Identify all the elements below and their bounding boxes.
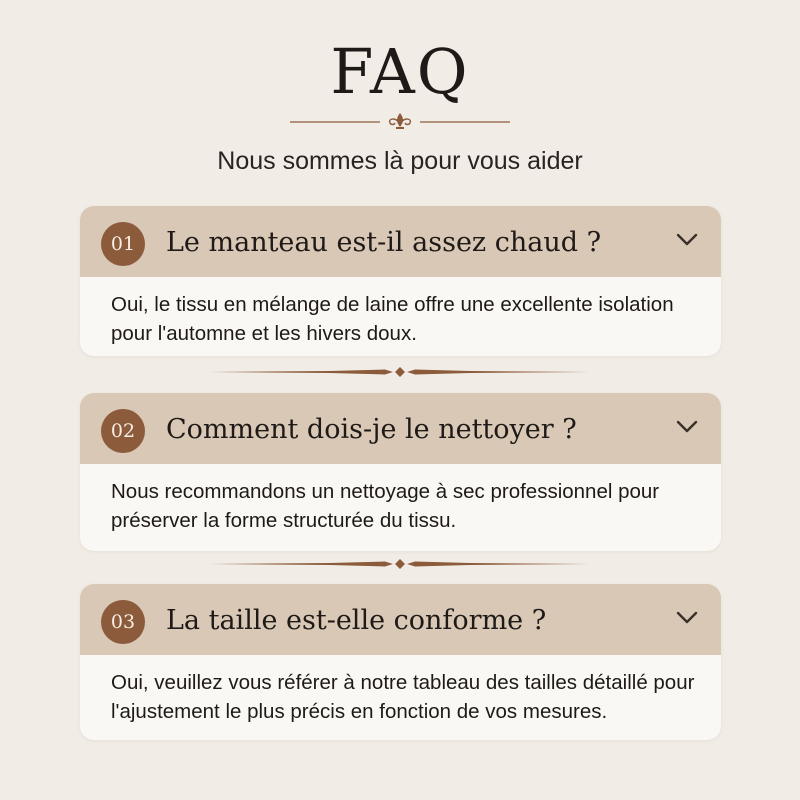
page-title: FAQ [330, 35, 470, 108]
faq-answer-text: Nous recommandons un nettoyage à sec professionnel pour préserver la forme structurée du tissu. [111, 480, 660, 532]
faq-item-3 [80, 584, 721, 740]
faq-question-3-toggle[interactable] [80, 584, 721, 655]
faq-answer-text: Oui, veuillez vous référer à notre tableau des tailles détaillé pour l'ajustement le plus précis en fonction de vos mesures. [111, 671, 695, 723]
chevron-down-icon[interactable] [675, 610, 699, 626]
fleur-divider-icon [280, 110, 520, 134]
faq-number-badge: 02 [101, 409, 145, 453]
faq-question-text: La taille est-elle conforme ? [166, 605, 547, 636]
diamond-divider-icon [210, 365, 590, 379]
diamond-divider-icon [210, 557, 590, 571]
faq-question-1-toggle[interactable] [80, 206, 721, 277]
faq-question-text: Le manteau est-il assez chaud ? [166, 227, 602, 258]
faq-number-badge: 03 [101, 600, 145, 644]
faq-question-text: Comment dois-je le nettoyer ? [166, 414, 577, 445]
faq-item-1 [80, 206, 721, 356]
chevron-down-icon[interactable] [675, 232, 699, 248]
faq-item-2 [80, 393, 721, 551]
chevron-down-icon[interactable] [675, 419, 699, 435]
page-subtitle: Nous sommes là pour vous aider [217, 147, 583, 175]
faq-answer-text: Oui, le tissu en mélange de laine offre une excellente isolation pour l'automne et les hivers doux. [111, 293, 674, 345]
faq-question-2-toggle[interactable] [80, 393, 721, 464]
faq-number-badge: 01 [101, 222, 145, 266]
